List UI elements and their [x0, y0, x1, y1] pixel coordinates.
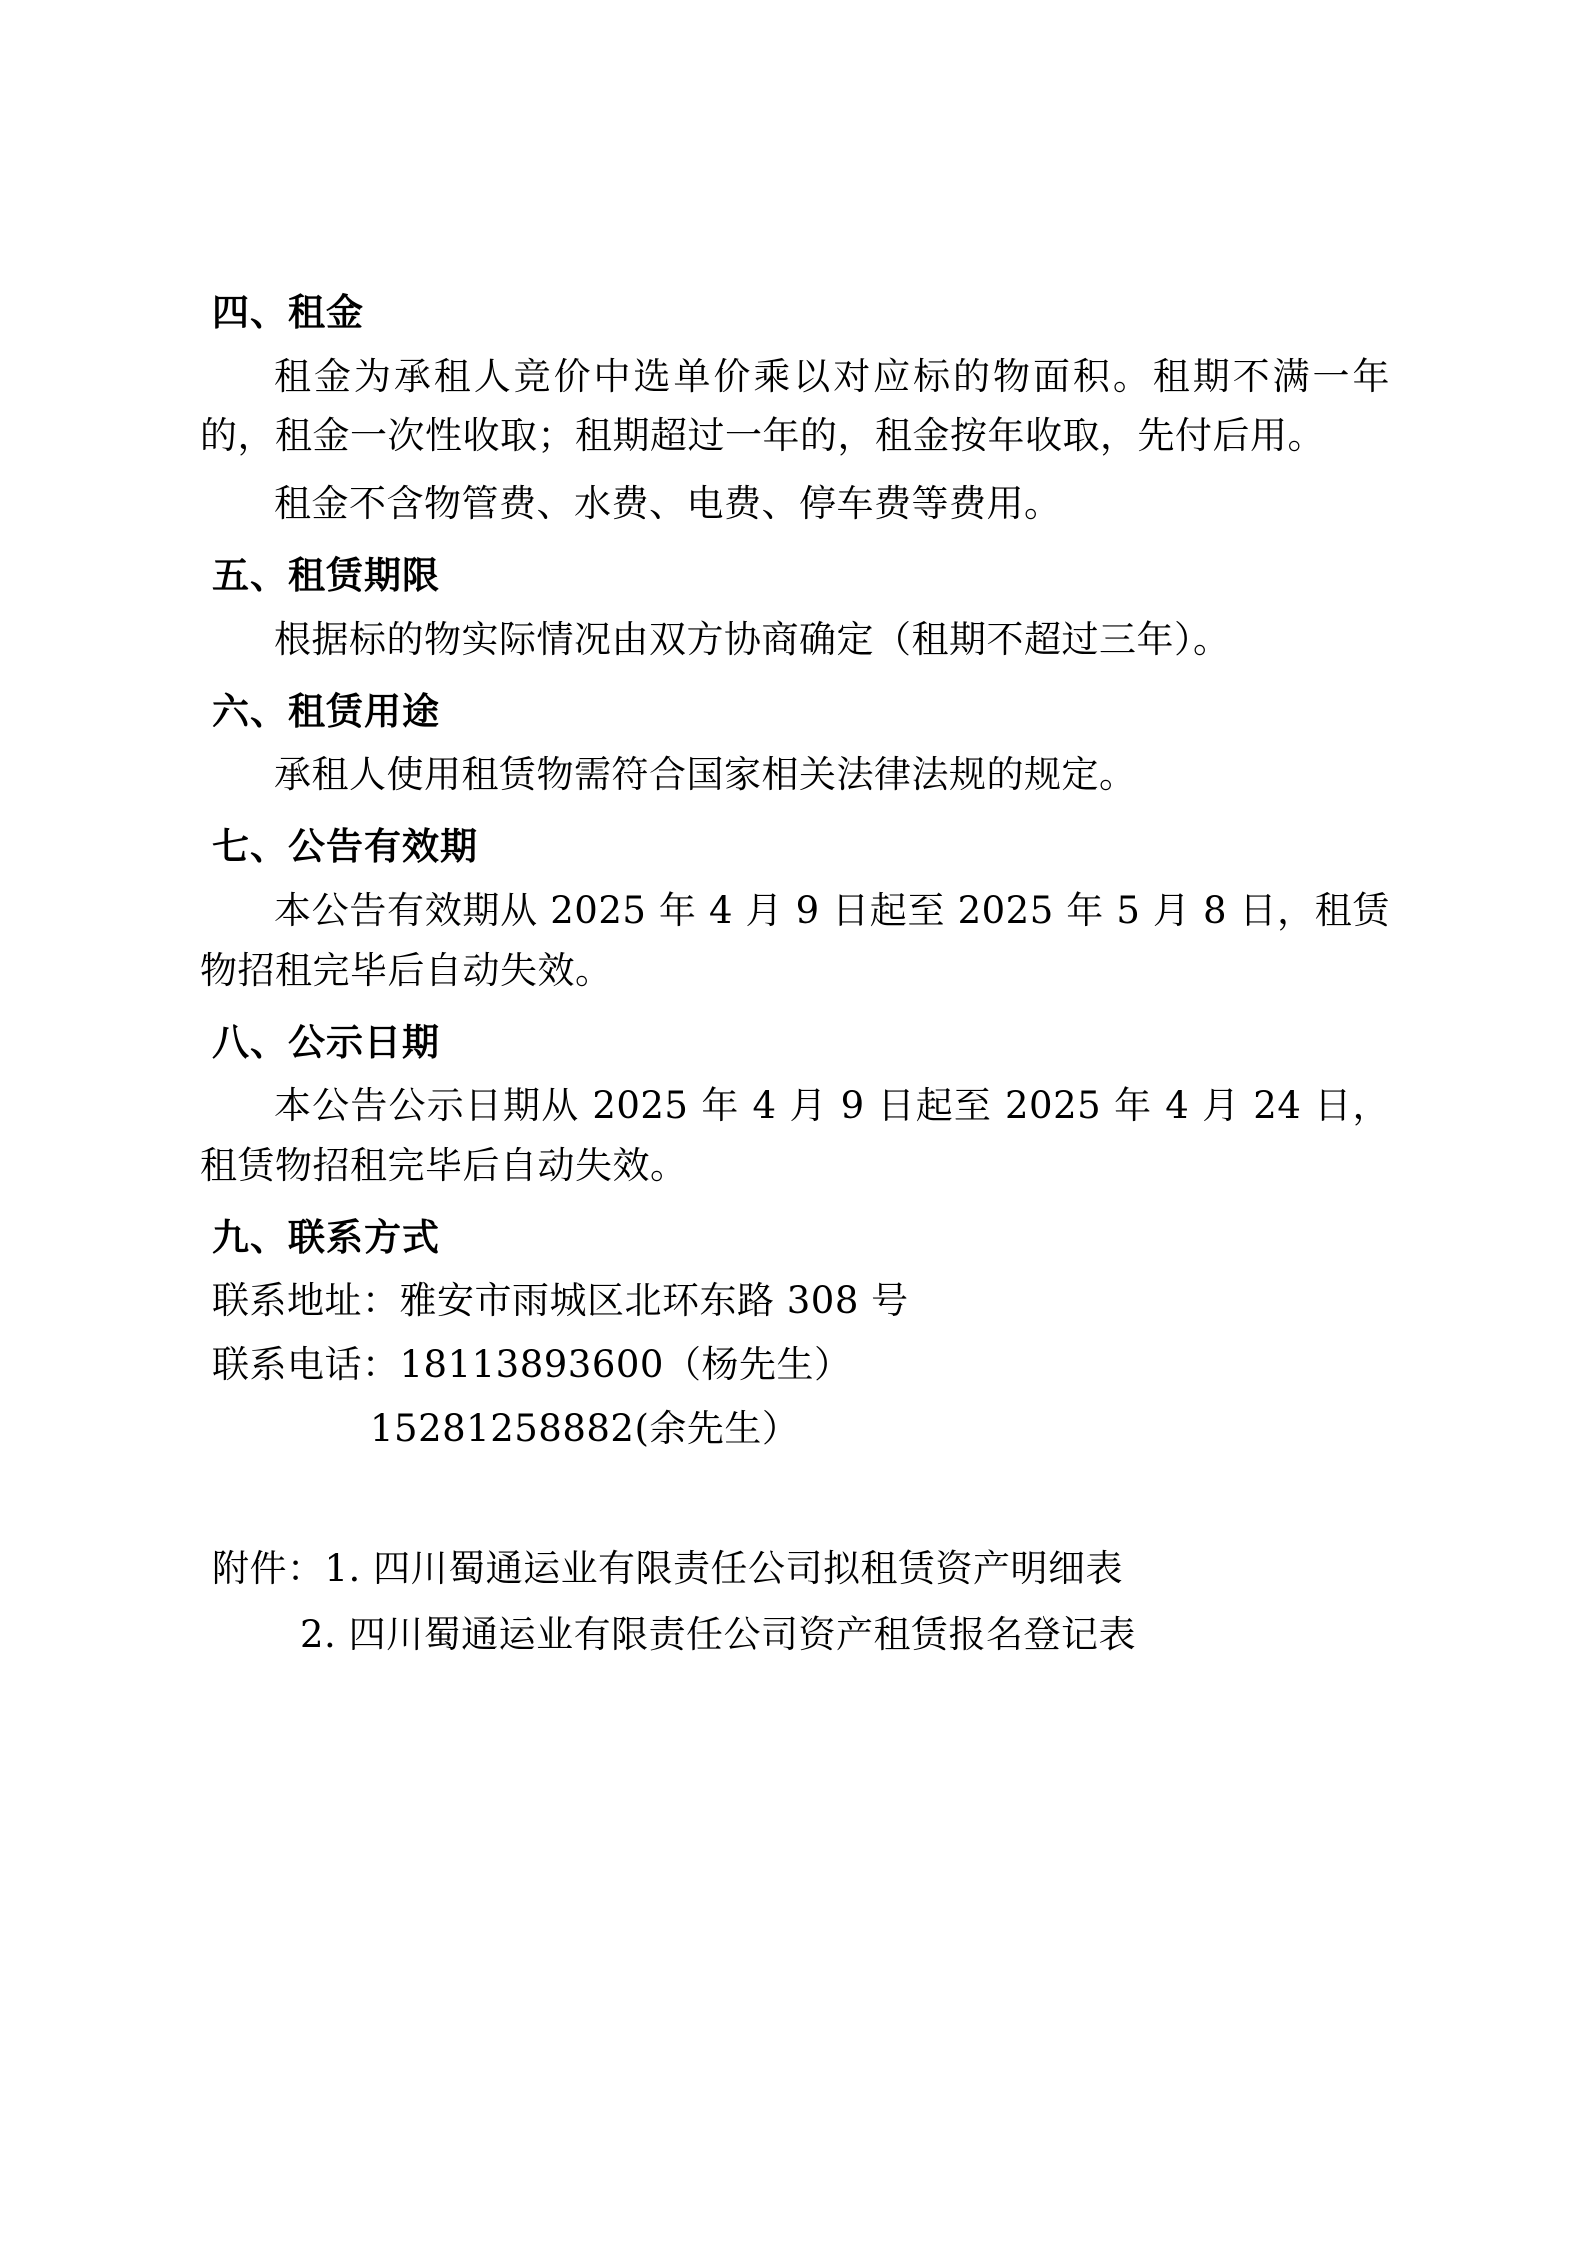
section-heading: 九、联系方式	[212, 1215, 440, 1259]
section-heading: 四、租金	[212, 291, 364, 334]
section-paragraph: 本公告有效期从 2025 年 4 月 9 日起至 2025 年 5 月 8 日，租赁物招租完毕后自动失效。	[200, 888, 1390, 992]
section-notice-validity	[200, 819, 1390, 1000]
section-paragraph: 租金为承租人竞价中选单价乘以对应标的物面积。租期不满一年的，租金一次性收取；租期超过一年的，租金按年收取，先付后用。	[200, 354, 1390, 458]
attachment-item: 附件：1. 四川蜀通运业有限责任公司拟租赁资产明细表	[212, 1547, 1124, 1591]
section-contact	[200, 1210, 1390, 1459]
contact-address: 联系地址：雅安市雨城区北环东路 308 号	[212, 1279, 909, 1323]
attachments-block	[200, 1539, 1390, 1665]
section-lease-use	[200, 684, 1390, 805]
contact-phone-primary: 联系电话：18113893600（杨先生）	[212, 1343, 852, 1387]
section-lease-term	[200, 548, 1390, 669]
section-heading: 五、租赁期限	[212, 554, 440, 598]
attachment-item: 2. 四川蜀通运业有限责任公司资产租赁报名登记表	[300, 1613, 1137, 1657]
section-paragraph: 本公告公示日期从 2025 年 4 月 9 日起至 2025 年 4 月 24 日，租赁物招租完毕后自动失效。	[200, 1084, 1390, 1187]
section-paragraph: 根据标的物实际情况由双方协商确定（租期不超过三年）。	[274, 617, 1231, 661]
section-rent	[200, 285, 1390, 534]
section-heading: 六、租赁用途	[212, 689, 440, 733]
section-heading: 七、公告有效期	[212, 825, 478, 869]
section-publicity-date	[200, 1015, 1390, 1196]
section-paragraph: 承租人使用租赁物需符合国家相关法律法规的规定。	[274, 753, 1137, 797]
section-paragraph: 租金不含物管费、水费、电费、停车费等费用。	[274, 482, 1062, 526]
section-heading: 八、公示日期	[212, 1020, 440, 1064]
contact-phone-secondary: 15281258882(余先生）	[370, 1407, 800, 1451]
document-body	[200, 285, 1390, 1671]
